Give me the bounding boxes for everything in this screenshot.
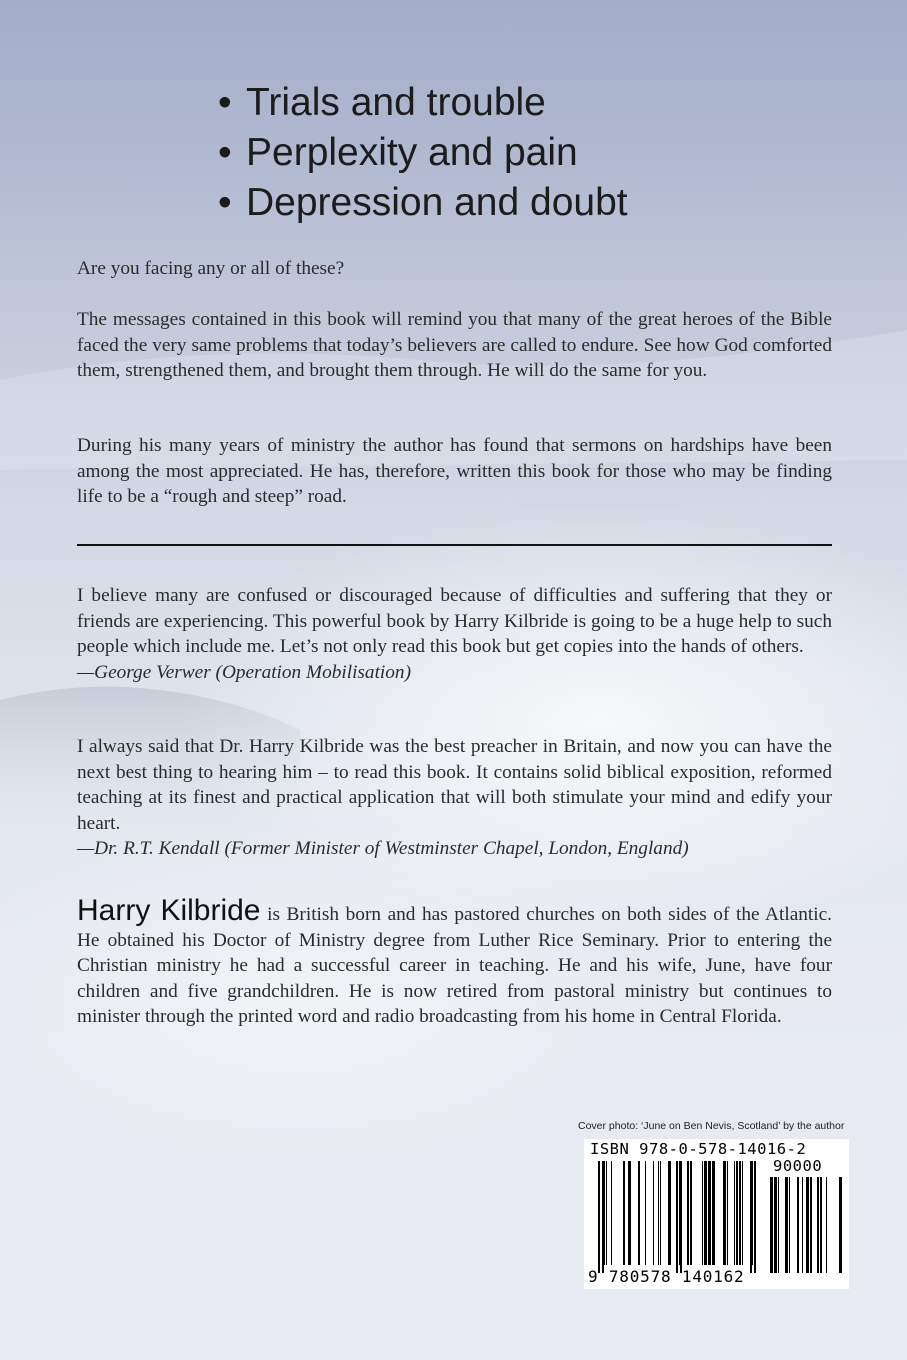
isbn-number: ISBN 978-0-578-14016-2 — [590, 1140, 807, 1158]
bullet-item: • Depression and doubt — [218, 181, 628, 224]
endorsement-text: I always said that Dr. Harry Kilbride was the best preacher in Britain, and now you can have the next best thing to hearing him – to read this book. It contains solid biblical exposition, reformed teaching at its finest and practical application that will both stimulate your mind and edify your heart. — [77, 736, 832, 834]
intro-paragraph-2: During his many years of ministry the author has found that sermons on hardships have been among the most appreciated. He has, therefore, written this book for those who may be finding life to be a “rough and steep” road. — [77, 435, 832, 507]
ean-number: 9 780578 140162 — [588, 1267, 745, 1286]
price-code: 90000 — [773, 1157, 823, 1175]
endorsement-attribution: —George Verwer (Operation Mobilisation) — [77, 661, 411, 683]
endorsement-verwer — [77, 583, 832, 685]
endorsement-attribution: —Dr. R.T. Kendall (Former Minister of Westminster Chapel, London, England) — [77, 838, 689, 859]
intro-question: Are you facing any or all of these? — [77, 258, 345, 279]
author-bio-text: is British born and has pastored churches on both sides of the Atlantic. He obtained his Doctor of Ministry degree from Luther Rice Seminary. Prior to entering the Christian ministry he had a successful career in teaching. He and his wife, June, have four children and five grandchildren. He is now retired from pastoral ministry but continues to minister through the printed word and radio broadcasting from his home in Central Florida. — [77, 904, 832, 1027]
bullet-list — [218, 78, 628, 228]
isbn-barcode — [584, 1139, 849, 1289]
divider-rule — [77, 544, 832, 546]
bullet-item: • Trials and trouble — [218, 81, 546, 124]
author-name: Harry Kilbride — [77, 894, 261, 927]
cover-photo-credit: Cover photo: ‘June on Ben Nevis, Scotland’ by the author — [578, 1120, 845, 1132]
bullet-item: • Perplexity and pain — [218, 131, 578, 174]
endorsement-text: I believe many are confused or discouraged because of difficulties and suffering that they or friends are experiencing. This powerful book by Harry Kilbride is going to be a huge help to such people which include me. Let’s not only read this book but get copies into the hands of others. — [77, 585, 832, 657]
endorsement-kendall — [77, 734, 832, 862]
intro-paragraph-1: The messages contained in this book will remind you that many of the great heroes of the Bible faced the very same problems that today’s believers are called to endure. See how God comforted them, strengthened them, and brought them through. He will do the same for you. — [77, 309, 832, 381]
author-bio — [77, 894, 832, 1030]
